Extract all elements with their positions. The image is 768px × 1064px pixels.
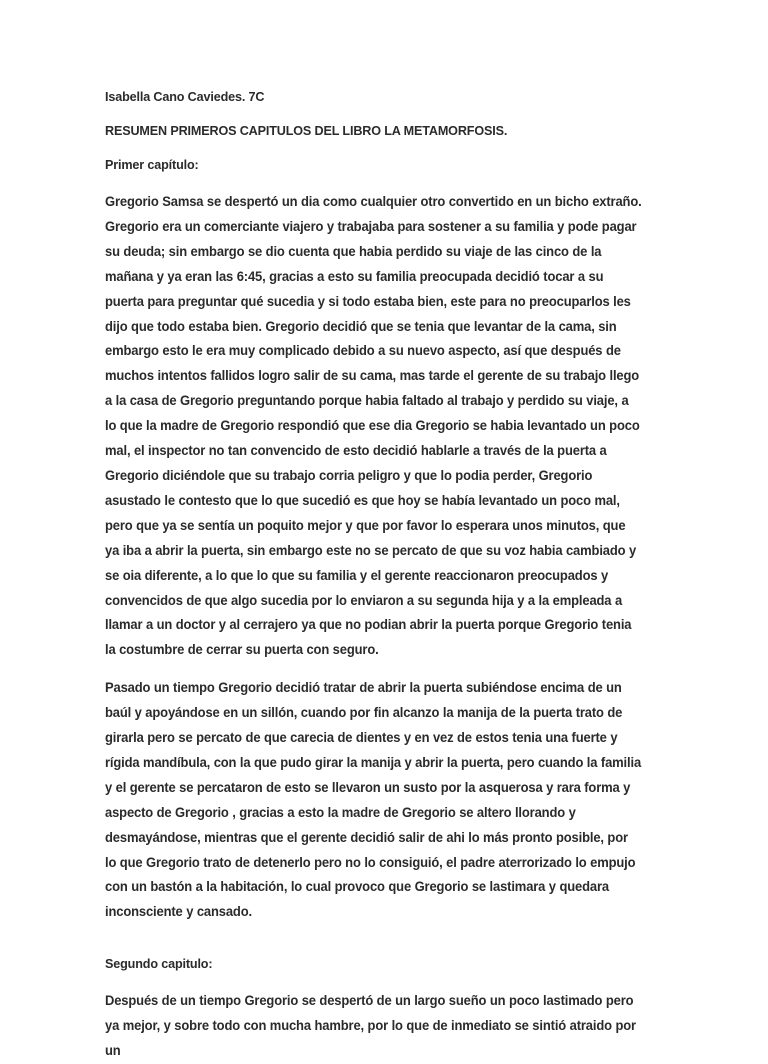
document-title: RESUMEN PRIMEROS CAPITULOS DEL LIBRO LA METAMORFOSIS. xyxy=(105,123,508,138)
paragraph-chapter-two-part-one: Después de un tiempo Gregorio se despertó de un largo sueño un poco lastimado pero ya mejor, y sobre todo con mucha hambre, por lo que de inmediato se sintió atraido por un xyxy=(105,993,636,1059)
paragraph-chapter-one-part-one: Gregorio Samsa se despertó un dia como cualquier otro convertido en un bicho extraño. Gregorio era un comerciante viajero y trabajaba para sostener a su familia y pode pagar su deuda; sin embargo se dio cuenta que habia perdido su viaje de las cinco de la mañana y ya eran las 6:45, gracias a esto su familia preocupada decidió tocar a su puerta para preguntar qué sucedia y si todo estaba bien, este para no preocuparlos les dijo que todo estaba bien. Gregorio decidió que se tenia que levantar de la cama, sin embargo esto le era muy complicado debido a su nuevo aspecto, así que después de muchos intentos fallidos logro salir de su cama, mas tarde el gerente de su trabajo llego a la casa de Gregorio preguntando porque habia faltado al trabajo y perdido su viaje, a lo que la madre de Gregorio respondió que ese dia Gregorio se habia levantado un poco mal, el inspector no tan convencido de esto decidió hablarle a través de la puerta a Gregorio diciéndole que su trabajo corria peligro y que lo podia perder, Gregorio asustado le contesto que lo que sucedió es que hoy se había levantado un poco mal, pero que ya se sentía un poquito mejor y que por favor lo esperara unos minutos, que ya iba a abrir la puerta, sin embargo este no se percato de que su voz habia cambiado y se oia diferente, a lo que lo que su familia y el gerente reaccionaron preocupados y convencidos de que algo sucedia por lo enviaron a su segunda hija y a la empleada a llamar a un doctor y al cerrajero ya que no podian abrir la puerta porque Gregorio tenia la costumbre de cerrar su puerta con seguro. xyxy=(105,194,642,658)
section-spacer xyxy=(105,925,667,955)
document-body xyxy=(105,88,667,1064)
chapter-one-heading: Primer capítulo: xyxy=(105,157,199,172)
chapter-two-heading: Segundo capitulo: xyxy=(105,956,213,972)
author-line: Isabella Cano Caviedes. 7C xyxy=(105,89,265,104)
paragraph-chapter-one-part-two: Pasado un tiempo Gregorio decidió tratar de abrir la puerta subiéndose encima de un baúl y apoyándose en un sillón, cuando por fin alcanzo la manija de la puerta trato de girarla pero se percato de que carecia de dientes y en vez de estos tenia una fuerte y rígida mandíbula, con la que pudo girar la manija y abrir la puerta, pero cuando la familia y el gerente se percataron de esto se llevaron un susto por la asquerosa y rara forma y aspecto de Gregorio , gracias a esto la madre de Gregorio se altero llorando y desmayándose, mientras que el gerente decidió salir de ahi lo más pronto posible, por lo que Gregorio trato de detenerlo pero no lo consiguió, el padre aterrorizado lo empujo con un bastón a la habitación, lo cual provoco que Gregorio se lastimara y quedara inconsciente y cansado. xyxy=(105,680,642,920)
